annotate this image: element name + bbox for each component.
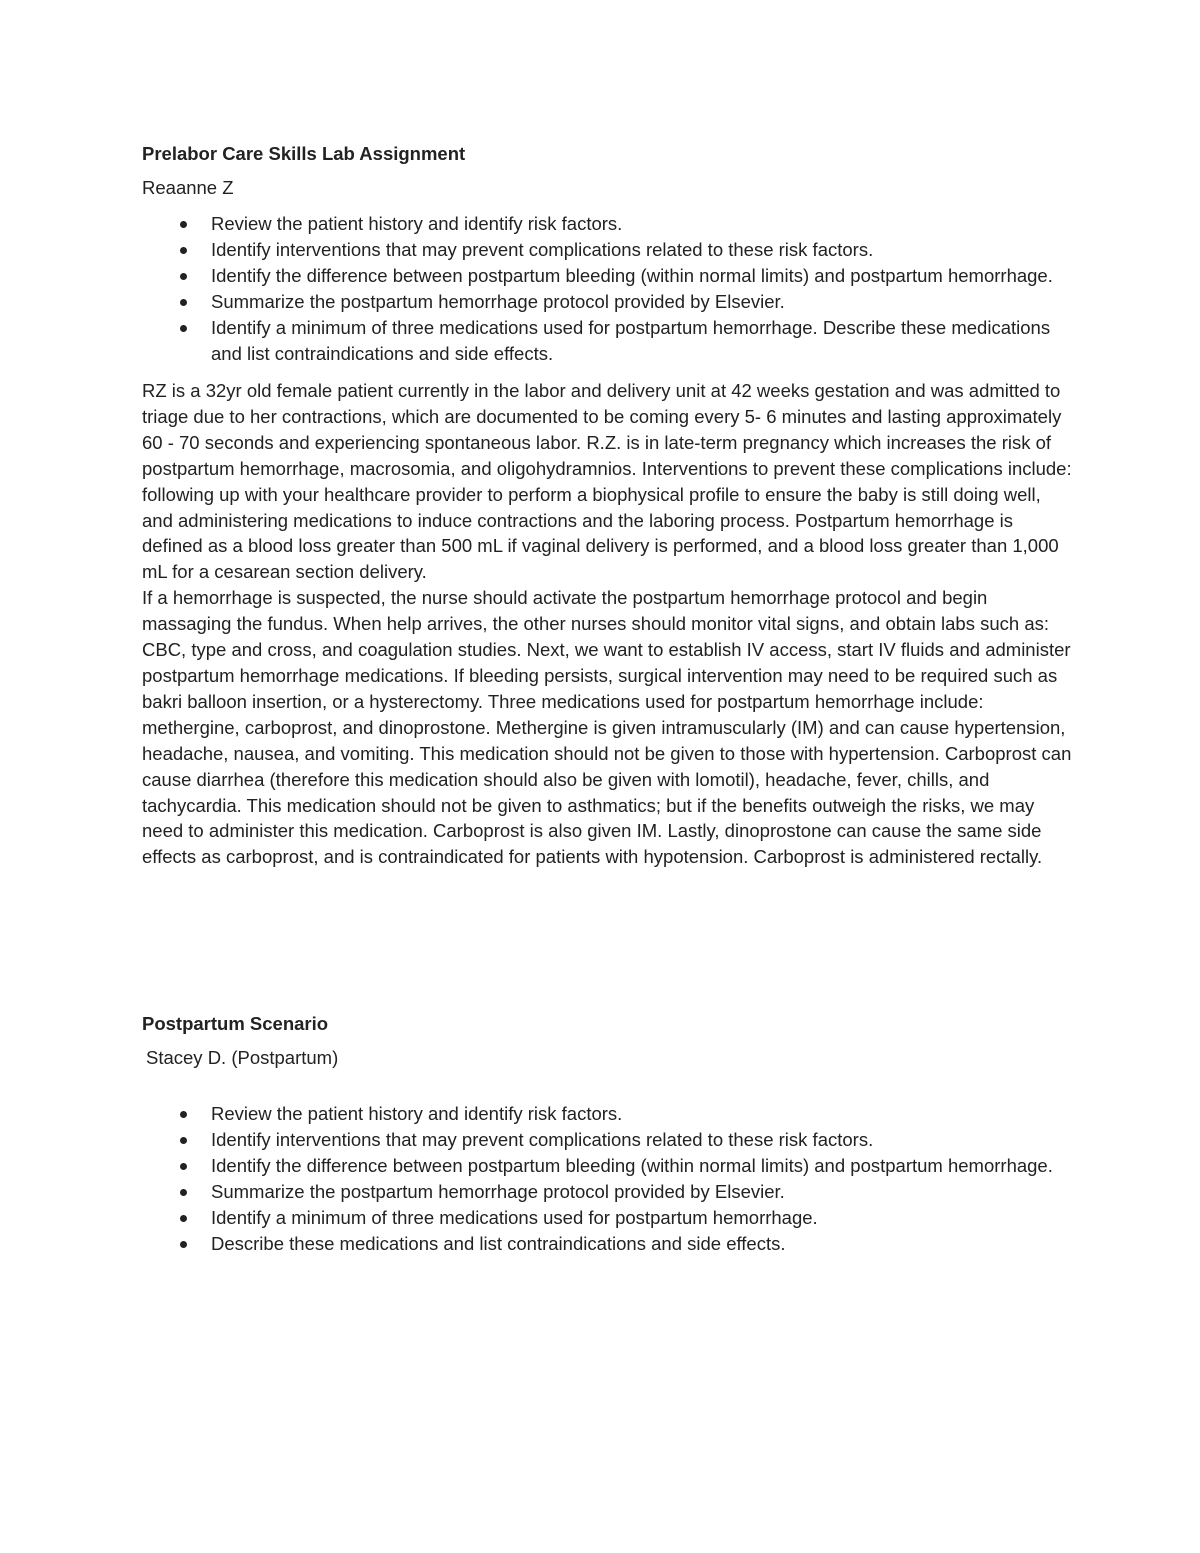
patient-name: Stacey D. (Postpartum) <box>146 1047 339 1068</box>
list-item: Identify a minimum of three medications used for postpartum hemorrhage. Describe these medications and list contraindications and side effects. <box>142 315 1072 367</box>
patient-name: Reaanne Z <box>142 177 234 198</box>
list-item: Identify interventions that may prevent complications related to these risk factors. <box>142 237 1072 263</box>
list-item: Review the patient history and identify risk factors. <box>142 1101 1072 1127</box>
bullet-icon <box>180 299 187 306</box>
list-item: Describe these medications and list contraindications and side effects. <box>142 1231 1072 1257</box>
list-item: Identify interventions that may prevent complications related to these risk factors. <box>142 1127 1072 1153</box>
bullet-icon <box>180 247 187 254</box>
bullet-icon <box>180 221 187 228</box>
section-title: Prelabor Care Skills Lab Assignment <box>142 143 466 164</box>
bullet-icon <box>180 1137 187 1144</box>
list-item: Review the patient history and identify risk factors. <box>142 211 1072 237</box>
case-narrative <box>142 378 1072 870</box>
paragraph: RZ is a 32yr old female patient currently in the labor and delivery unit at 42 weeks gestation and was admitted to triage due to her contractions, which are documented to be coming every 5- 6 minutes and lasting approximately 60 - 70 seconds and experiencing spontaneous labor. R.Z. is in late-term pregnancy which increases the risk of postpartum hemorrhage, macrosomia, and oligohydramnios. Interventions to prevent these complications include: following up with your healthcare provider to perform a biophysical profile to ensure the baby is still doing well, and administering medications to induce contractions and the laboring process. Postpartum hemorrhage is defined as a blood loss greater than 500 mL if vaginal delivery is performed, and a blood loss greater than 1,000 mL for a cesarean section delivery. <box>142 380 1072 583</box>
task-list <box>142 211 1072 367</box>
task-list <box>142 1101 1072 1257</box>
bullet-icon <box>180 273 187 280</box>
bullet-icon <box>180 1215 187 1222</box>
bullet-icon <box>180 325 187 332</box>
list-item: Summarize the postpartum hemorrhage protocol provided by Elsevier. <box>142 289 1072 315</box>
bullet-icon <box>180 1163 187 1170</box>
list-item: Identify a minimum of three medications used for postpartum hemorrhage. <box>142 1205 1072 1231</box>
section-postpartum <box>142 1011 1072 1257</box>
list-item: Identify the difference between postpartum bleeding (within normal limits) and postpartum hemorrhage. <box>142 263 1072 289</box>
paragraph: If a hemorrhage is suspected, the nurse should activate the postpartum hemorrhage protocol and begin massaging the fundus. When help arrives, the other nurses should monitor vital signs, and obtain labs such as: CBC, type and cross, and coagulation studies. Next, we want to establish IV access, start IV fluids and administer postpartum hemorrhage medications. If bleeding persists, surgical intervention may need to be required such as bakri balloon insertion, or a hysterectomy. Three medications used for postpartum hemorrhage include: methergine, carboprost, and dinoprostone. Methergine is given intramuscularly (IM) and can cause hypertension, headache, nausea, and vomiting. This medication should not be given to those with hypertension. Carboprost can cause diarrhea (therefore this medication should also be given with lomotil), headache, fever, chills, and tachycardia. This medication should not be given to asthmatics; but if the benefits outweigh the risks, we may need to administer this medication. Carboprost is also given IM. Lastly, dinoprostone can cause the same side effects as carboprost, and is contraindicated for patients with hypotension. Carboprost is administered rectally. <box>142 587 1072 868</box>
bullet-icon <box>180 1111 187 1118</box>
list-item: Summarize the postpartum hemorrhage protocol provided by Elsevier. <box>142 1179 1072 1205</box>
bullet-icon <box>180 1189 187 1196</box>
list-item: Identify the difference between postpartum bleeding (within normal limits) and postpartum hemorrhage. <box>142 1153 1072 1179</box>
bullet-icon <box>180 1241 187 1248</box>
section-prelabor <box>142 141 1072 870</box>
section-title: Postpartum Scenario <box>142 1013 329 1034</box>
